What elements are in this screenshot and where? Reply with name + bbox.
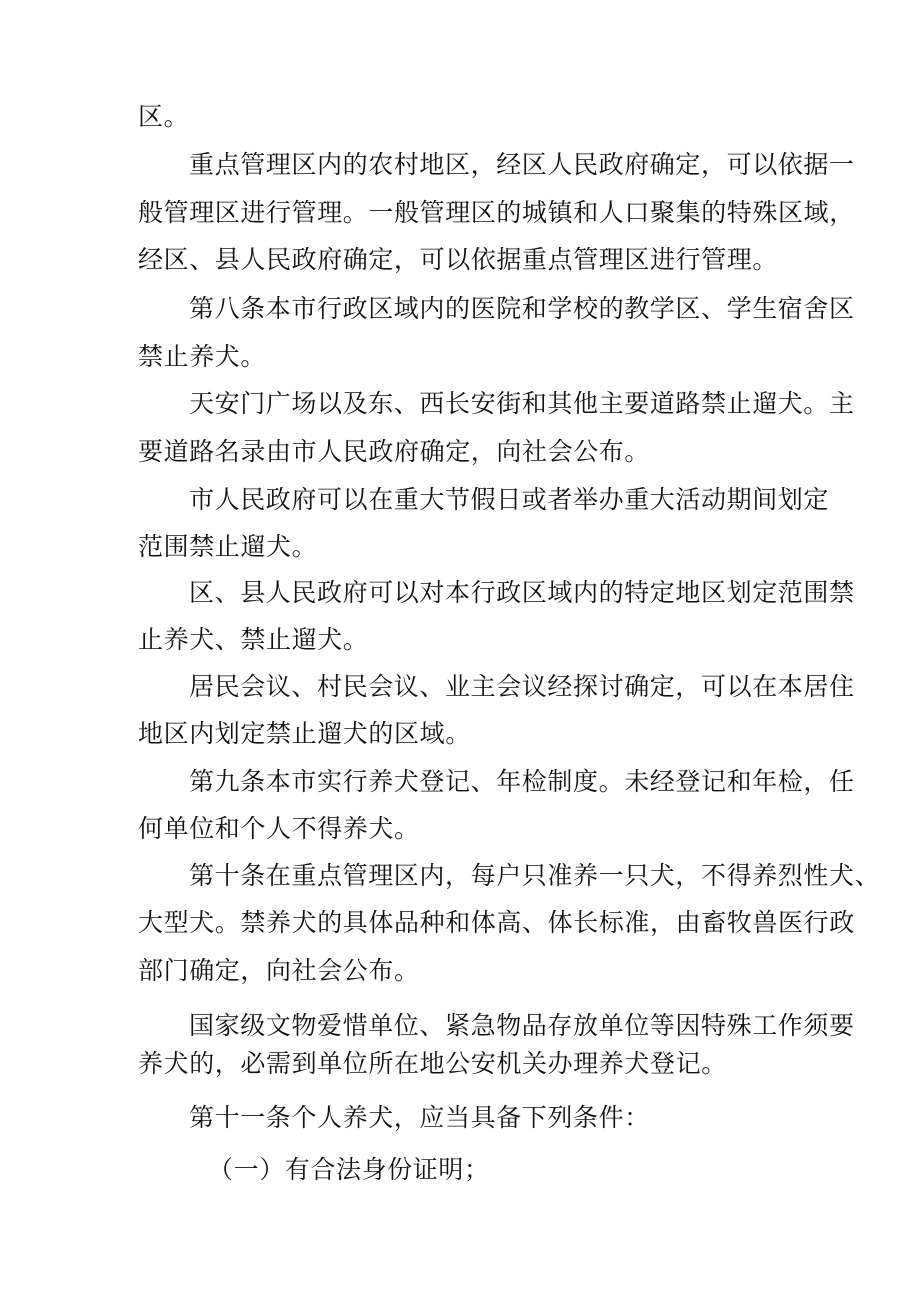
text-line: 何单位和个人不得养犬。 <box>138 814 420 843</box>
text-line: 要道路名录由市人民政府确定，向社会公布。 <box>138 437 651 466</box>
text-line: （一）有合法身份证明； <box>208 1155 490 1184</box>
text-line: 地区内划定禁止遛犬的区域。 <box>138 719 471 748</box>
text-line: 第十一条个人养犬，应当具备下列条件： <box>189 1103 650 1132</box>
text-line: 大型犬。禁养犬的具体品种和体高、体长标准，由畜牧兽医行政 <box>138 908 855 937</box>
text-line: 居民会议、村民会议、业主会议经探讨确定，可以在本居住 <box>189 672 855 701</box>
text-line: 国家级文物爱惜单位、紧急物品存放单位等因特殊工作须要 <box>189 1011 855 1040</box>
text-line: 区。 <box>138 102 190 131</box>
text-line: 范围禁止遛犬。 <box>138 532 318 561</box>
text-line: 第九条本市实行养犬登记、年检制度。未经登记和年检，任 <box>189 767 855 796</box>
text-line: 重点管理区内的农村地区，经区人民政府确定，可以依据一 <box>189 150 855 179</box>
text-line: 部门确定，向社会公布。 <box>138 956 420 985</box>
text-line: 止养犬、禁止遛犬。 <box>138 625 369 654</box>
text-line: 区、县人民政府可以对本行政区域内的特定地区划定范围禁 <box>189 578 855 607</box>
text-line: 第十条在重点管理区内，每户只准养一只犬，不得养烈性犬、 <box>189 861 881 890</box>
text-line: 经区、县人民政府确定，可以依据重点管理区进行管理。 <box>138 245 779 274</box>
text-line: 天安门广场以及东、西长安街和其他主要道路禁止遛犬。主 <box>189 389 855 418</box>
text-line: 禁止养犬。 <box>138 342 267 371</box>
text-line: 般管理区进行管理。一般管理区的城镇和人口聚集的特殊区域， <box>138 198 855 227</box>
text-line: 第八条本市行政区域内的医院和学校的教学区、学生宿舍区 <box>189 294 855 323</box>
text-line: 养犬的，必需到单位所在地公安机关办理养犬登记。 <box>138 1049 727 1078</box>
text-line: 市人民政府可以在重大节假日或者举办重大活动期间划定 <box>189 485 830 514</box>
